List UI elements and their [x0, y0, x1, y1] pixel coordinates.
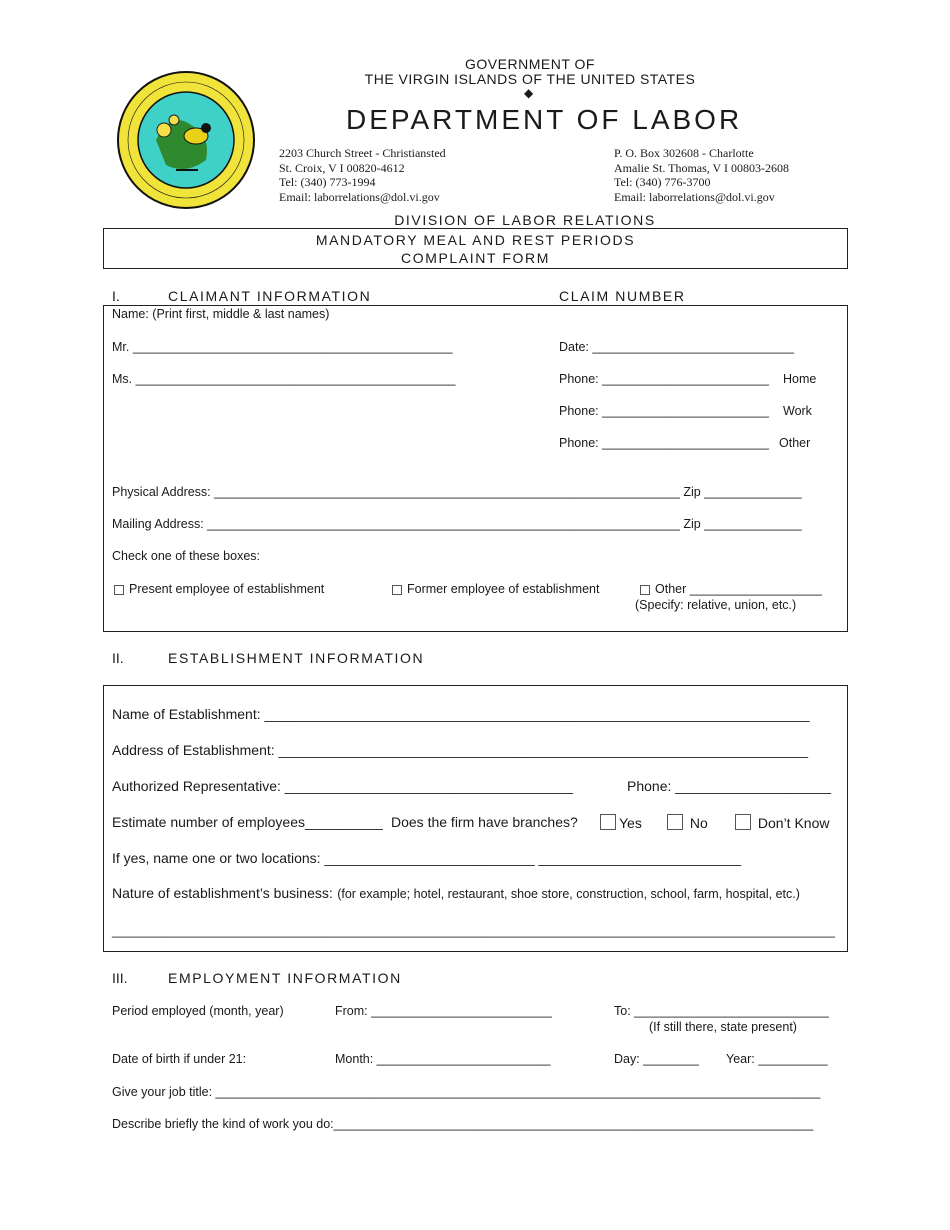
establishment-name-field[interactable]: Name of Establishment: ______________________________________________________________________ [112, 706, 810, 722]
name-label: Name: (Print first, middle & last names) [112, 307, 330, 321]
dob-day-field[interactable]: Day: ________ [614, 1052, 699, 1066]
date-field[interactable]: Date: _____________________________ [559, 340, 794, 354]
division-title: DIVISION OF LABOR RELATIONS [394, 212, 656, 228]
department-title: DEPARTMENT OF LABOR [346, 104, 743, 135]
present-employee-label: Present employee of establishment [129, 582, 325, 596]
st-thomas-office [614, 146, 789, 204]
section-2-number: II. [112, 650, 124, 666]
check-boxes-label: Check one of these boxes: [112, 549, 261, 563]
other-relation-note: (Specify: relative, union, etc.) [635, 598, 797, 612]
checkbox-icon[interactable] [392, 585, 402, 595]
phone-home-field[interactable]: Phone: ________________________ [559, 372, 769, 386]
physical-address-field[interactable]: Physical Address: ___________________________________________________________________ Zip ______________ [112, 485, 802, 499]
mr-name-field[interactable]: Mr. ______________________________________________ [112, 340, 453, 354]
employee-estimate-field[interactable]: Estimate number of employees__________ [112, 814, 383, 830]
present-employee-option[interactable] [114, 582, 324, 596]
office-line: Amalie St. Thomas, V I 00803-2608 [614, 160, 789, 175]
checkbox-icon[interactable] [735, 814, 751, 830]
establishment-address-field[interactable]: Address of Establishment: ____________________________________________________________________ [112, 742, 808, 758]
st-croix-office [279, 146, 446, 204]
no-label: No [689, 815, 708, 831]
branches-no-option[interactable] [667, 814, 708, 831]
form-title-2: COMPLAINT FORM [401, 250, 550, 266]
section-1-title: CLAIMANT INFORMATION [168, 288, 372, 304]
office-line: Email: laborrelations@dol.vi.gov [279, 189, 440, 204]
dob-month-field[interactable]: Month: _________________________ [335, 1052, 551, 1066]
checkbox-icon[interactable] [667, 814, 683, 830]
office-line: Tel: (340) 773-1994 [279, 175, 376, 190]
claim-number-label: CLAIM NUMBER [559, 288, 686, 304]
branches-question: Does the firm have branches? [391, 814, 578, 830]
dont-know-label: Don’t Know [757, 815, 830, 831]
phone-other-field[interactable]: Phone: ________________________ [559, 436, 769, 450]
other-relation-option[interactable] [640, 582, 822, 596]
section-2-title: ESTABLISHMENT INFORMATION [168, 650, 425, 666]
branch-locations-field[interactable]: If yes, name one or two locations: ___________________________ __________________________ [112, 850, 741, 866]
ms-name-field[interactable]: Ms. ______________________________________________ [112, 372, 456, 386]
dob-year-field[interactable]: Year: __________ [726, 1052, 828, 1066]
phone-work-field[interactable]: Phone: ________________________ [559, 404, 769, 418]
government-seal-logo [116, 70, 256, 210]
nature-of-business [112, 885, 800, 903]
job-title-field[interactable]: Give your job title: _______________________________________________________________________________________ [112, 1085, 821, 1099]
checkbox-icon[interactable] [114, 585, 124, 595]
gov-line-2: THE VIRGIN ISLANDS OF THE UNITED STATES [364, 71, 696, 87]
checkbox-icon[interactable] [600, 814, 616, 830]
work-description-field[interactable]: Describe briefly the kind of work you do:_____________________________________________________________________ [112, 1117, 814, 1131]
other-label: Other [779, 436, 811, 450]
diamond-ornament: ◆ [524, 86, 534, 100]
employed-from-field[interactable]: From: __________________________ [335, 1004, 552, 1018]
branches-yes-option[interactable] [600, 814, 642, 831]
office-line: Tel: (340) 776-3700 [614, 175, 711, 190]
nature-example: (for example; hotel, restaurant, shoe store, construction, school, farm, hospital, etc.) [337, 887, 800, 901]
section-3-title: EMPLOYMENT INFORMATION [168, 970, 402, 986]
home-label: Home [783, 372, 817, 386]
branches-dont-know-option[interactable] [735, 814, 829, 831]
former-employee-option[interactable] [392, 582, 599, 596]
work-label: Work [783, 404, 812, 418]
former-employee-label: Former employee of establishment [407, 582, 600, 596]
authorized-rep-field[interactable]: Authorized Representative: _____________________________________ [112, 778, 573, 794]
office-line: Email: laborrelations@dol.vi.gov [614, 189, 775, 204]
office-line: P. O. Box 302608 - Charlotte [614, 146, 754, 160]
employed-to-note: (If still there, state present) [649, 1020, 797, 1034]
dob-label: Date of birth if under 21: [112, 1052, 247, 1066]
establishment-phone-field[interactable]: Phone: ____________________ [627, 778, 831, 794]
checkbox-icon[interactable] [640, 585, 650, 595]
yes-label: Yes [619, 815, 642, 831]
other-relation-field[interactable]: Other ___________________ [655, 582, 822, 596]
office-line: St. Croix, V I 00820-4612 [279, 160, 405, 175]
section-3-number: III. [112, 970, 128, 986]
employed-to-field[interactable]: To: ____________________________ [614, 1004, 829, 1018]
period-employed-label: Period employed (month, year) [112, 1004, 284, 1018]
nature-label: Nature of establishment’s business: [112, 885, 333, 901]
office-line: 2203 Church Street - Christiansted [279, 146, 446, 160]
nature-of-business-field[interactable]: ________________________________________________________________________________________________________ [112, 924, 835, 938]
gov-line-1: GOVERNMENT OF [465, 56, 595, 72]
mailing-address-field[interactable]: Mailing Address: ____________________________________________________________________ Zip ______________ [112, 517, 802, 531]
form-title-1: MANDATORY MEAL AND REST PERIODS [315, 232, 636, 248]
section-1-number: I. [112, 288, 120, 304]
